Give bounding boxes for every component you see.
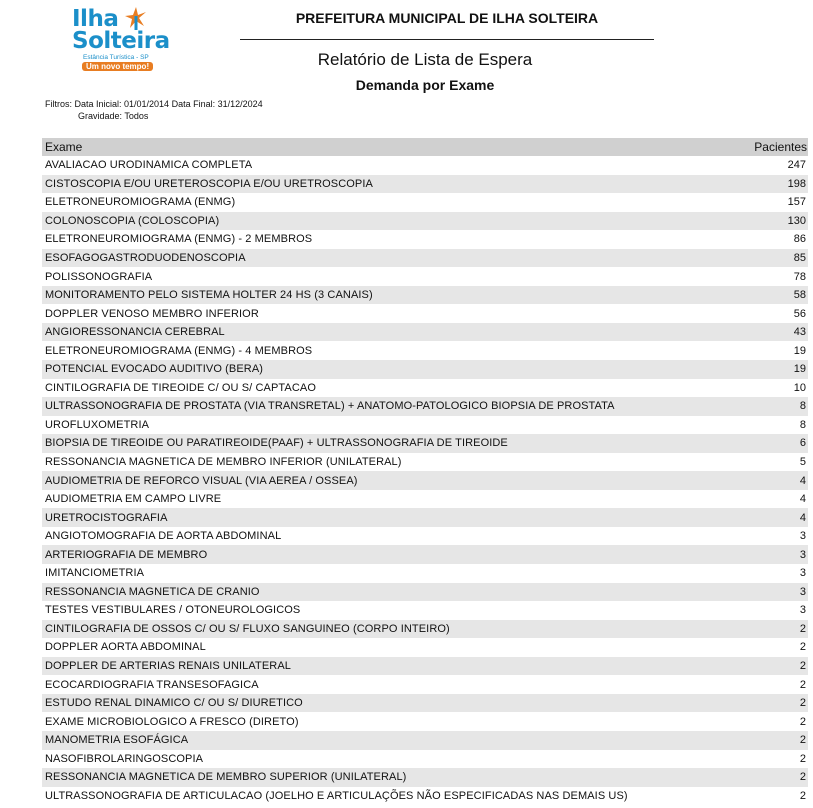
patient-count: 4 [799,511,806,524]
table-row [42,694,808,713]
exam-name: COLONOSCOPIA (COLOSCOPIA) [45,214,220,227]
col-exam-header: Exame [45,140,83,154]
exam-name: POTENCIAL EVOCADO AUDITIVO (BERA) [45,363,264,376]
patient-count: 19 [793,344,806,357]
table-row [42,620,808,639]
table-row [42,156,808,175]
logo-line1: Ilha [72,6,119,32]
exam-name: AUDIOMETRIA DE REFORCO VISUAL (VIA AEREA / OSSEA) [45,474,358,487]
table-row [42,323,808,342]
patient-count: 130 [787,214,806,227]
table-row [42,712,808,731]
col-patients-header: Pacientes [754,140,807,154]
patient-count: 4 [799,474,806,487]
patient-count: 85 [793,252,806,264]
exam-name: CISTOSCOPIA E/OU URETEROSCOPIA E/OU URETROSCOPIA [45,177,373,190]
patient-count: 3 [799,604,806,617]
table-row [42,416,808,435]
patient-count: 4 [799,493,806,506]
filters-severity: Gravidade: Todos [78,111,149,121]
patient-count: 3 [799,548,806,561]
table-row [42,434,808,453]
patient-count: 6 [799,437,806,450]
table-row [42,787,808,806]
patient-count: 2 [799,660,806,673]
patient-count: 2 [799,697,806,710]
patient-count: 2 [799,752,806,765]
patient-count: 2 [799,641,806,654]
table-row [42,583,808,602]
patient-count: 2 [799,622,806,635]
exam-name: ELETRONEUROMIOGRAMA (ENMG) - 2 MEMBROS [45,233,313,246]
exam-name: ULTRASSONOGRAFIA DE ARTICULACAO (JOELHO E ARTICULAÇÕES NÃO ESPECIFICADAS NAS DEMAIS US) [45,789,628,802]
patient-count: 2 [799,715,806,728]
patient-count: 86 [793,233,806,246]
exam-name: AUDIOMETRIA EM CAMPO LIVRE [45,493,222,506]
patient-count: 56 [793,307,806,320]
table-row [42,360,808,379]
table-row [42,508,808,527]
table-row [42,453,808,472]
table-row [42,341,808,360]
table-row [42,193,808,212]
filters [45,98,263,122]
exam-name: TESTES VESTIBULARES / OTONEUROLOGICOS [45,604,301,617]
patient-count: 19 [793,363,806,376]
exam-name: ARTERIOGRAFIA DE MEMBRO [45,548,208,561]
exam-name: DOPPLER AORTA ABDOMINAL [45,641,206,654]
table-row [42,304,808,323]
patient-count: 5 [799,456,806,469]
table-row [42,750,808,769]
exam-name: CINTILOGRAFIA DE OSSOS C/ OU S/ FLUXO SANGUINEO (CORPO INTEIRO) [45,622,450,635]
table-header [42,138,808,156]
patient-count: 198 [787,177,806,190]
patient-count: 2 [799,734,806,747]
table-row [42,267,808,286]
exam-name: URETROCISTOGRAFIA [45,511,168,524]
patient-count: 43 [793,326,806,339]
exam-name: ANGIOTOMOGRAFIA DE AORTA ABDOMINAL [45,530,282,543]
exam-name: ECOCARDIOGRAFIA TRANSESOFAGICA [45,678,259,691]
patient-count: 157 [787,196,806,209]
table-row [42,545,808,564]
table-row [42,230,808,249]
exam-name: AVALIACAO URODINAMICA COMPLETA [45,159,253,172]
table-row [42,471,808,490]
table-row [42,675,808,694]
patient-count: 8 [799,400,806,413]
exam-name: ESOFAGOGASTRODUODENOSCOPIA [45,252,246,264]
exam-name: POLISSONOGRAFIA [45,270,153,283]
exam-name: ELETRONEUROMIOGRAMA (ENMG) - 4 MEMBROS [45,344,313,357]
exam-name: DOPPLER VENOSO MEMBRO INFERIOR [45,307,259,320]
exam-name: UROFLUXOMETRIA [45,418,150,431]
patient-count: 3 [799,567,806,580]
table-row [42,379,808,398]
patient-count: 58 [793,289,806,302]
exam-name: ANGIORESSONANCIA CEREBRAL [45,326,225,339]
logo-subtitle: Estância Turística - SP [83,54,149,61]
table-row [42,212,808,231]
exam-name: MONITORAMENTO PELO SISTEMA HOLTER 24 HS (3 CANAIS) [45,289,373,302]
patient-count: 2 [799,771,806,784]
table-row [42,657,808,676]
table-row [42,175,808,194]
table-body [42,156,808,805]
exam-name: ESTUDO RENAL DINAMICO C/ OU S/ DIURETICO [45,697,303,710]
exam-name: ELETRONEUROMIOGRAMA (ENMG) [45,196,236,209]
patient-count: 3 [799,530,806,543]
table-row [42,564,808,583]
table-row [42,601,808,620]
exam-name: BIOPSIA DE TIREOIDE OU PARATIREOIDE(PAAF) + ULTRASSONOGRAFIA DE TIREOIDE [45,437,508,450]
table-row [42,768,808,787]
municipality-title: PREFEITURA MUNICIPAL DE ILHA SOLTEIRA [295,10,599,26]
exam-name: NASOFIBROLARINGOSCOPIA [45,752,204,765]
report-title: Relatório de Lista de Espera [317,50,533,69]
logo-slogan: Um novo tempo! [82,62,153,71]
exam-name: IMITANCIOMETRIA [45,567,145,580]
table-row [42,397,808,416]
table-row [42,638,808,657]
patient-count: 8 [799,418,806,431]
exam-name: RESSONANCIA MAGNETICA DE MEMBRO SUPERIOR (UNILATERAL) [45,771,407,784]
exam-name: CINTILOGRAFIA DE TIREOIDE C/ OU S/ CAPTACAO [45,381,316,394]
patient-count: 10 [793,381,806,394]
filters-dates: Filtros: Data Inicial: 01/01/2014 Data Final: 31/12/2024 [45,99,263,109]
exam-name: ULTRASSONOGRAFIA DE PROSTATA (VIA TRANSRETAL) + ANATOMO-PATOLOGICO BIOPSIA DE PROSTATA [45,400,615,413]
header-divider [240,39,654,40]
patient-count: 247 [787,159,806,172]
exam-name: MANOMETRIA ESOFÁGICA [45,734,189,747]
table-row [42,286,808,305]
table-row [42,527,808,546]
patient-count: 3 [799,585,806,598]
logo-line2: Solteira [72,28,170,54]
exam-name: EXAME MICROBIOLOGICO A FRESCO (DIRETO) [45,715,299,728]
table-row [42,490,808,509]
exam-name: DOPPLER DE ARTERIAS RENAIS UNILATERAL [45,660,291,673]
exam-name: RESSONANCIA MAGNETICA DE CRANIO [45,585,260,598]
table-row [42,731,808,750]
exam-table [42,138,808,805]
exam-name: RESSONANCIA MAGNETICA DE MEMBRO INFERIOR (UNILATERAL) [45,456,402,469]
patient-count: 2 [799,678,806,691]
table-row [42,249,808,268]
report-subtitle: Demanda por Exame [355,77,495,93]
patient-count: 2 [799,789,806,802]
patient-count: 78 [793,270,806,283]
logo [64,4,174,74]
